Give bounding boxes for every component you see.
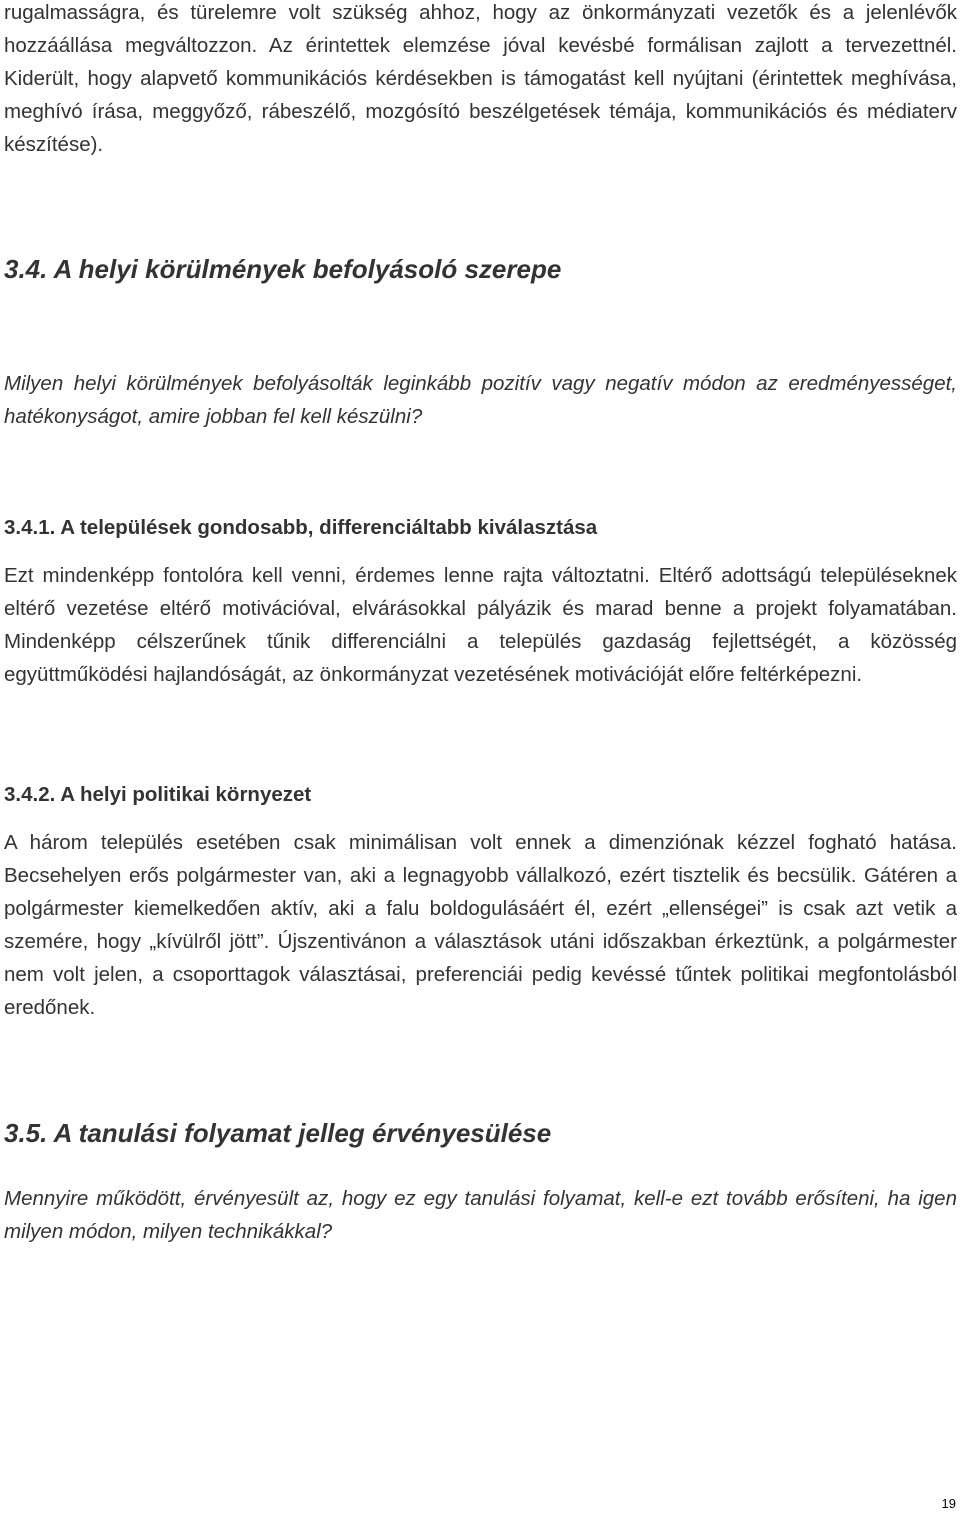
section-3-5-heading: 3.5. A tanulási folyamat jelleg érvényesülése [4,1118,552,1148]
section-3-4-1-paragraph: Ezt mindenképp fontolóra kell venni, érdemes lenne rajta változtatni. Eltérő adottságú településeknek eltérő vezetése eltérő motivációval, elvárásokkal pályázik és marad benne a projekt folyamatában. Mindenképp célszerűnek tűnik differenciálni a település gazdaság fejlettségét, a közösség együttműködési hajlandóságát, az önkormányzat vezetésének motivációját előre feltérképezni. [4,564,957,686]
page-number: 19 [941,1496,956,1511]
section-3-4-heading: 3.4. A helyi körülmények befolyásoló szerepe [4,254,562,284]
section-3-5-question: Mennyire működött, érvényesült az, hogy ez egy tanulási folyamat, kell-e ezt tovább erősíteni, ha igen milyen módon, milyen technikákkal? [4,1187,957,1243]
document-page [4,0,957,1248]
section-3-4-question: Milyen helyi körülmények befolyásolták leginkább pozitív vagy negatív módon az eredményességet, hatékonyságot, amire jobban fel kell készülni? [4,372,957,428]
section-3-4-2-heading: 3.4.2. A helyi politikai környezet [4,783,312,806]
intro-paragraph: rugalmasságra, és türelemre volt szükség ahhoz, hogy az önkormányzati vezetők és a jelenlévők hozzáállása megváltozzon. Az érintettek elemzése jóval kevésbé formálisan zajlott a tervezettnél. Kiderült, hogy alapvető kommunikációs kérdésekben is támogatást kell nyújtani (érintettek meghívása, meghívó írása, meggyőző, rábeszélő, mozgósító beszélgetések témája, kommunikációs és médiaterv készítése). [4,1,957,156]
section-3-4-2-paragraph: A három település esetében csak minimálisan volt ennek a dimenziónak kézzel fogható hatása. Becsehelyen erős polgármester van, aki a legnagyobb vállalkozó, ezért tisztelik és becsülik. Gátéren a polgármester kiemelkedően aktív, aki a falu boldogulásáért él, ezért „ellenségei” is csak azt vetik a szemére, hogy „kívülről jött”. Újszentivánon a választások utáni időszakban érkeztünk, a polgármester nem volt jelen, a csoporttagok választásai, preferenciái pedig kevéssé tűntek politikai megfontolásból eredőnek. [4,831,957,1019]
section-3-4-1-heading: 3.4.1. A települések gondosabb, differenciáltabb kiválasztása [4,516,598,539]
